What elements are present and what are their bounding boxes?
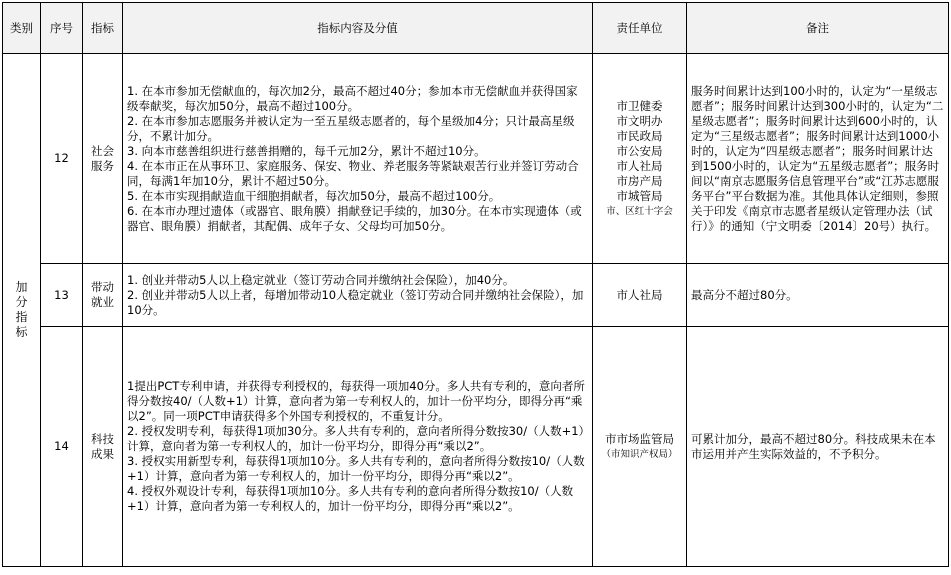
content-cell xyxy=(123,54,593,264)
remark-cell: 可累计加分，最高不超过80分。科技成果未在本市运用并产生实际效益的，不予积分。 xyxy=(687,327,949,567)
unit-name-sub: （市知识产权局） xyxy=(601,448,678,460)
seq-cell: 14 xyxy=(41,327,83,567)
unit-cell xyxy=(593,327,687,567)
content-line: 3. 授权实用新型专利，每获得1项加10分。多人共有专利的，意向者所得分数按10/（人数+1）计算，意向者为第一专利权人的，加计一份平均分，即得分再“乘以2”。 xyxy=(127,454,585,483)
unit-name: 市人社局 xyxy=(616,287,663,302)
table-header-row xyxy=(3,3,949,54)
unit-name: 市人社局 xyxy=(616,158,663,173)
content-line: 4. 授权外观设计专利，每获得1项加10分。多人共有专利的意向者所得分数按10/（人数+1）计算，意向者为第一专利权人的，加计一份平均分，即得分再“乘以2”。 xyxy=(127,484,574,513)
unit-cell xyxy=(593,264,687,327)
content-line: 1. 创业并带动5人以上稳定就业（签订劳动合同并缴纳社会保险），加40分。 xyxy=(127,272,515,287)
header-category: 类别 xyxy=(3,3,41,54)
seq-cell: 13 xyxy=(41,264,83,327)
category-cell xyxy=(3,54,41,567)
unit-name: 市文明办 xyxy=(616,113,663,128)
content-line: 2. 授权发明专利，每获得1项加30分。多人共有专利的，意向者所得分数按30/（人数+1）计算，意向者为第一专利权人的，加计一份平均分，即得分再“乘以2”。 xyxy=(127,424,585,453)
header-content: 指标内容及分值 xyxy=(123,3,593,54)
remark-cell: 最高分不超过80分。 xyxy=(687,264,949,327)
unit-name: 市城管局 xyxy=(616,188,663,203)
unit-name: 市、区红十字会 xyxy=(606,205,673,217)
indicator-cell: 带动就业 xyxy=(83,264,123,327)
header-remark: 备注 xyxy=(687,3,949,54)
content-line: 2. 在本市参加志愿服务并被认定为一至五星级志愿者的，每个星级加4分；只计最高星级分，不累计加分。 xyxy=(127,113,575,143)
content-line: 6. 在本市办理过遗体（或器官、眼角膜）捐献登记手续的，加30分。在本市实现遗体（或器官、眼角膜）捐献者，其配偶、成年子女、父母均可加50分。 xyxy=(127,203,582,233)
content-line: 1. 在本市参加无偿献血的，每次加2分，最高不超过40分；参加本市无偿献血并获得国家级奉献奖，每次加50分，最高不超过100分。 xyxy=(127,83,578,113)
content-line: 2. 创业并带动5人以上者，每增加带动10人稳定就业（签订劳动合同并缴纳社会保险），加10分。 xyxy=(127,287,584,317)
content-cell xyxy=(123,327,593,567)
content-line: 1提出PCT专利申请，并获得专利授权的，每获得一项加40分。多人共有专利的，意向者所得分数按40/（人数+1）计算，意向者为第一专利权人的，加计一份平均分，即得分再“乘以2”。同一项PCT申请获得多个外国专利授权的，不重复计分。 xyxy=(127,379,585,423)
header-indicator: 指标 xyxy=(83,3,123,54)
indicator-table xyxy=(2,2,949,567)
unit-name: 市房产局 xyxy=(616,173,663,188)
content-line: 5. 在本市实现捐献造血干细胞捐献者，每次加50分，最高不超过100分。 xyxy=(127,188,501,203)
remark-cell: 服务时间累计达到100小时的，认定为“一星级志愿者”；服务时间累计达到300小时的，认定为“二星级志愿者”；服务时间累计达到600小时的，认定为“三星级志愿者”；服务时间累计达到1000小时的，认定为“四星级志愿者”；服务时间累计达到1500小时的，认定为“五星级志愿者”；服务时间以“南京志愿服务信息管理平台”或“江苏志愿服务平台”平台数据为准。其他具体认定细则，参照关于印发《南京市志愿者星级认定管理办法（试行）》的通知（宁文明委〔2014〕20号）执行。 xyxy=(687,54,949,264)
unit-name: 市市场监管局 xyxy=(605,431,674,446)
table-row xyxy=(3,54,949,264)
content-line: 4. 在本市正在从事环卫、家庭服务、保安、物业、养老服务等紧缺艰苦行业并签订劳动合同，每满1年加10分，累计不超过50分。 xyxy=(127,158,579,188)
category-label: 加分指标 xyxy=(15,280,28,339)
unit-name: 市卫健委 xyxy=(616,98,663,113)
indicator-cell: 科技成果 xyxy=(83,327,123,567)
seq-cell: 12 xyxy=(41,54,83,264)
content-cell xyxy=(123,264,593,327)
header-unit: 责任单位 xyxy=(593,3,687,54)
table-row xyxy=(3,327,949,567)
table-row xyxy=(3,264,949,327)
unit-cell xyxy=(593,54,687,264)
unit-name: 市公安局 xyxy=(616,143,663,158)
indicator-cell: 社会服务 xyxy=(83,54,123,264)
unit-name: 市民政局 xyxy=(616,128,663,143)
header-seq: 序号 xyxy=(41,3,83,54)
content-line: 3. 向本市慈善组织进行慈善捐赠的，每千元加2分，累计不超过10分。 xyxy=(127,143,486,158)
